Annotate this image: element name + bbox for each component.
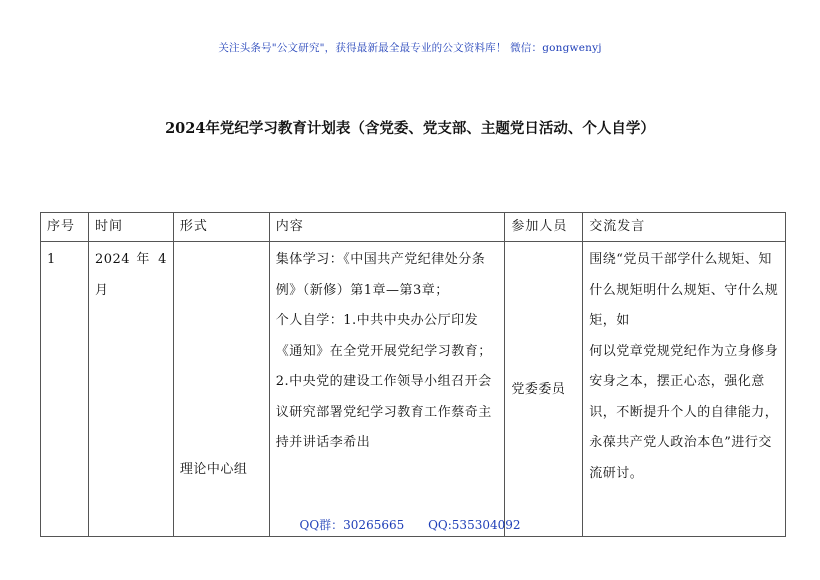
header-content: 内容 [269, 213, 505, 242]
plan-table [40, 212, 786, 537]
header-speech: 交流发言 [583, 213, 786, 242]
cell-participants: 党委委员 [505, 242, 583, 537]
header-note: 关注头条号"公文研究"，获得最新最全最专业的公文资料库！ 微信：gongwenyj [218, 42, 602, 54]
header-participants: 参加人员 [505, 213, 583, 242]
header-time: 时间 [88, 213, 173, 242]
footer-contact [0, 516, 820, 533]
cell-content [269, 242, 505, 537]
document-title: 2024年党纪学习教育计划表（含党委、党支部、主题党日活动、个人自学） [165, 120, 655, 137]
speech-paragraph-2: 何以党章党规党纪作为立身修身安身之本，摆正心态，强化意识，不断提升个人的自律能力，永葆共产党人政治本色”进行交流研讨。 [589, 343, 779, 481]
content-paragraph-group-study: 集体学习：《中国共产党纪律处分条例》（新修）第1章—第3章； [275, 252, 486, 298]
footer-qq-group: QQ群：30265665 [299, 518, 405, 532]
cell-form: 理论中心组 [173, 242, 269, 537]
cell-number: 1 [41, 242, 89, 537]
speech-paragraph-1: 围绕“党员干部学什么规矩、知什么规矩明什么规矩、守什么规矩，如 [589, 252, 779, 328]
header-form: 形式 [173, 213, 269, 242]
footer-qq: QQ:535304092 [428, 518, 521, 532]
content-paragraph-self-study: 个人自学：1.中共中央办公厅印发《通知》在全党开展党纪学习教育；2.中央党的建设工作领导小组召开会议研究部署党纪学习教育工作蔡奇主持并讲话李希出 [275, 313, 492, 450]
table-row [41, 242, 786, 537]
header-number: 序号 [41, 213, 89, 242]
cell-speech [583, 242, 786, 537]
cell-time: 2024 年 4 月 [88, 242, 173, 537]
table-header-row [41, 213, 786, 242]
